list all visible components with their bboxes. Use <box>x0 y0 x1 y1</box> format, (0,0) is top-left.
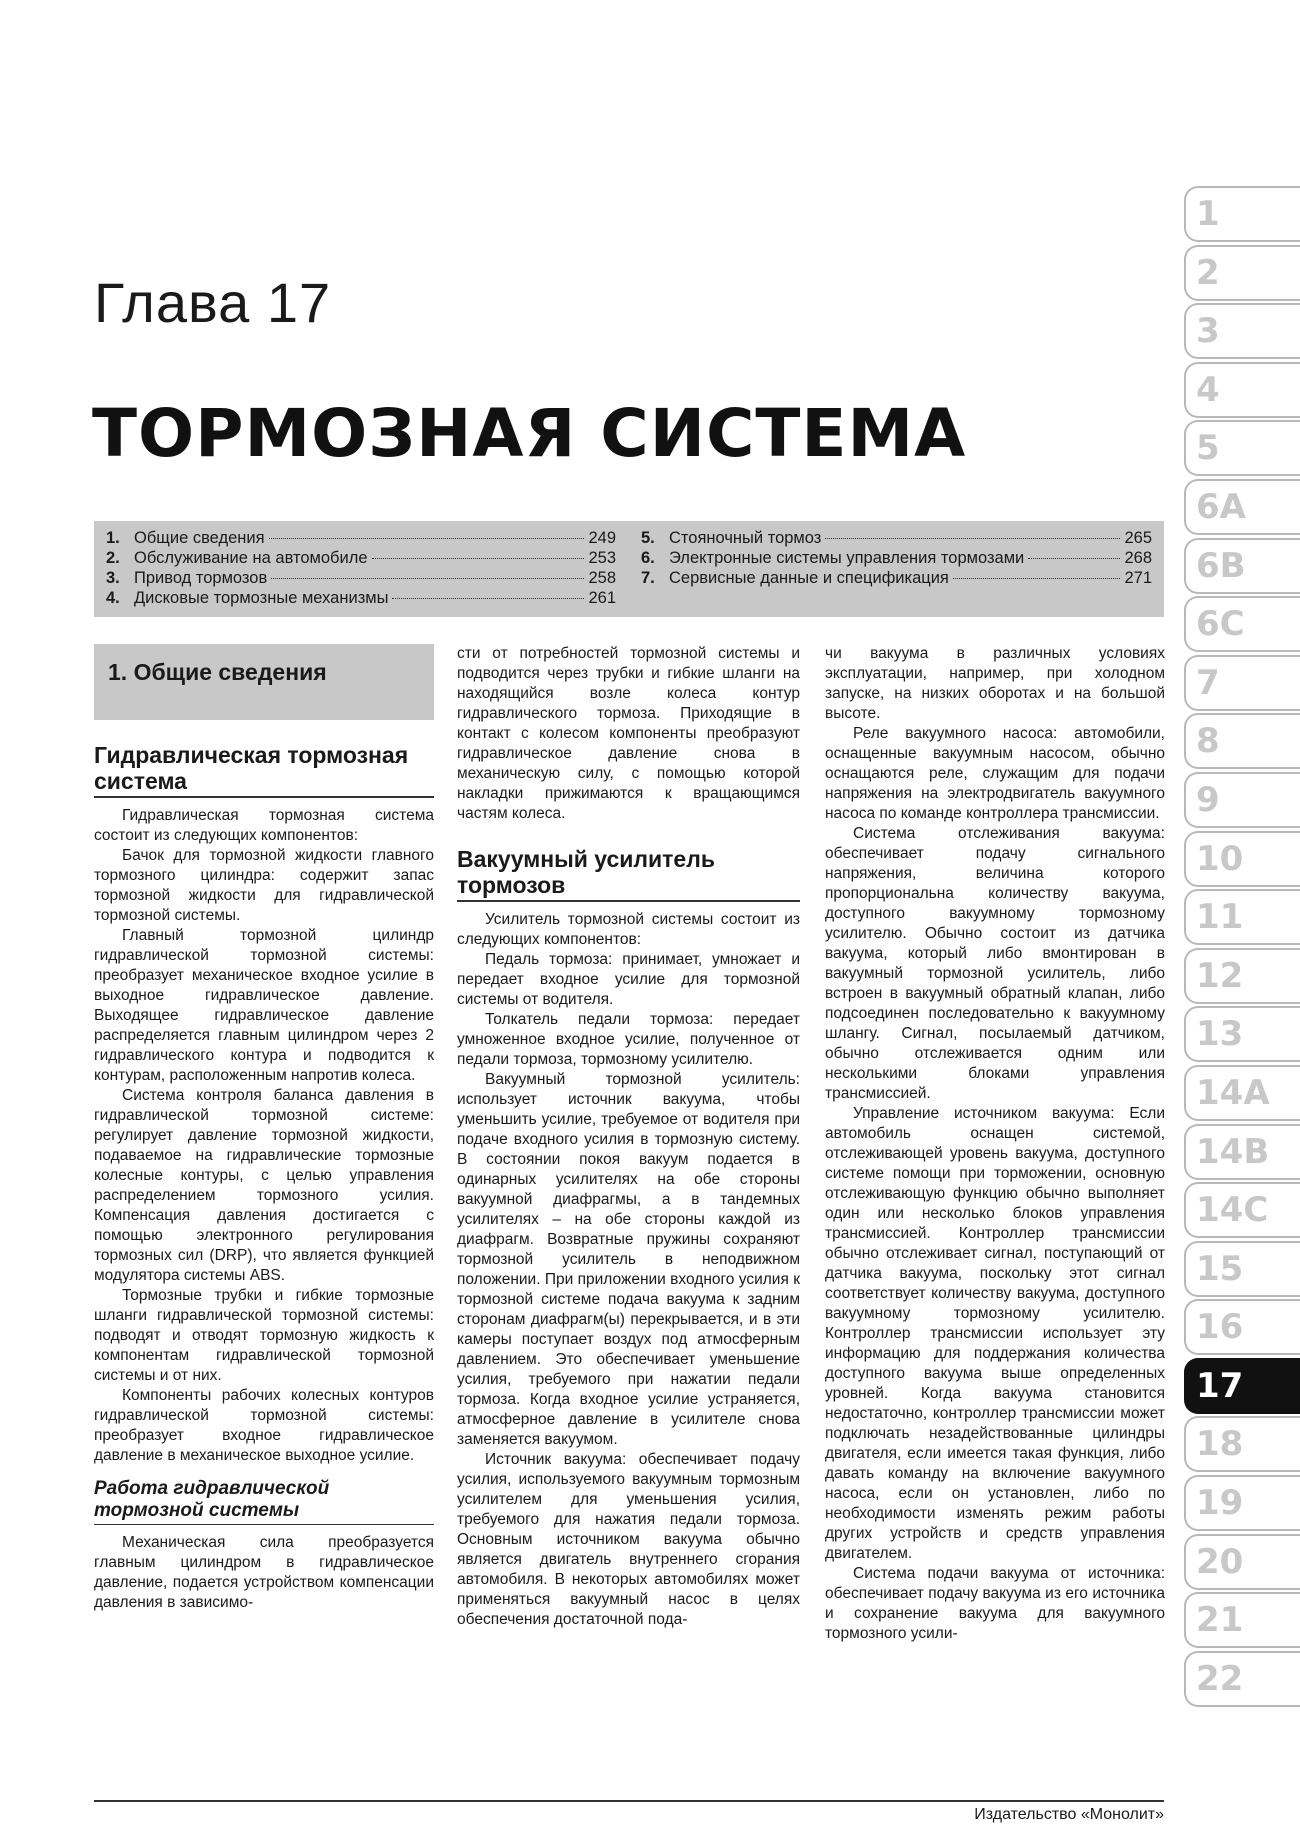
chapter-tab-11[interactable]: 11 <box>1184 889 1300 945</box>
chapter-tab-14c[interactable]: 14C <box>1184 1182 1300 1238</box>
chapter-tab-18[interactable]: 18 <box>1184 1416 1300 1472</box>
paragraph: Педаль тормоза: принимает, умножает и передает входное усилие для тормозной системы от водителя. <box>457 951 800 1008</box>
paragraph: Управление источником вакуума: Если автомобиль оснащен системой, отслеживающей уровень вакуума, доступного системе помощи при торможении, основную отслеживающую функцию обычно выполняет один или несколько блоков управления трансмиссией. Контроллер трансмиссии обычно отслеживает сигнал, поступающий от датчика вакуума, поскольку этот сигнал соответствует количеству вакуума, доступного вакуумному тормозному усилителю. Контроллер трансмиссии использует эту информацию для поддержания количества доступного вакуума выше определенных уровней. Когда вакуума становится недостаточно, контроллер трансмиссии может подключать незадействованные цилиндры двигателя, если имеется такая функция, либо давать команду на включение вакуумного насоса, если он установлен, либо по необходимости изменять режим работы других устройств и средств управления двигателем. <box>825 1105 1165 1562</box>
paragraph: Тормозные трубки и гибкие тормозные шланги гидравлической тормозной системы: подводят и отводят тормозную жидкость к компонентам гидравлической тормозной системы и от них. <box>94 1287 434 1384</box>
paragraph: Усилитель тормозной системы состоит из следующих компонентов: <box>457 911 800 948</box>
chapter-tab-2[interactable]: 2 <box>1184 245 1300 301</box>
paragraph: Система подачи вакуума от источника: обеспечивает подачу вакуума из его источника и сохранение вакуума для вакуумного тормозного усили- <box>825 1565 1165 1642</box>
chapter-tab-6b[interactable]: 6B <box>1184 538 1300 594</box>
paragraph: Вакуумный тормозной усилитель: использует источник вакуума, чтобы уменьшить усилие, требуемое от водителя при подаче входного усилия в тормозную систему. В состоянии покоя вакуум подается в одинарных усилителях на обе стороны вакуумной диафрагмы, а в тандемных усилителях – на обе стороны каждой из диафрагм. Возвратные пружины сохраняют тормозной усилитель в неподвижном положении. При приложении входного усилия к тормозной системе подача вакуума к задним сторонам диафрагм(ы) перекрывается, и в эти камеры поступает воздух под атмосферным давлением. Это обеспечивает уменьшение усилия, требуемого при нажатии педали тормоза. Когда входное усилие устраняется, атмосферное давление в усилителе снова заменяется вакуумом. <box>457 1071 800 1448</box>
paragraph: сти от потребностей тормозной системы и подводится через трубки и гибкие шланги на находящийся возле колеса контур гидравлического тормоза. Приходящие в контакт с колесом компоненты преобразуют гидравлическое давление снова в механическую силу, с помощью которой накладки прижимаются к вращающимся частям колеса. <box>457 645 800 822</box>
subheading-operation: Работа гидравлической тормозной системы <box>94 1478 434 1525</box>
chapter-tab-4[interactable]: 4 <box>1184 362 1300 418</box>
chapter-tab-9[interactable]: 9 <box>1184 772 1300 828</box>
chapter-tab-12[interactable]: 12 <box>1184 948 1300 1004</box>
subheading-hydraulic: Гидравлическая тормозная система <box>94 742 434 798</box>
text-column-2 <box>457 644 800 1630</box>
chapter-tab-14b[interactable]: 14B <box>1184 1124 1300 1180</box>
toc-item[interactable]: 1. Общие сведения 249 <box>106 529 616 547</box>
paragraph: чи вакуума в различных условиях эксплуатации, например, при холодном запуске, на низких оборотах и на большой высоте. <box>825 645 1165 722</box>
text-column-3 <box>825 644 1165 1644</box>
subheading-vacuum: Вакуумный усилитель тормозов <box>457 846 800 902</box>
chapter-tab-5[interactable]: 5 <box>1184 420 1300 476</box>
toc-left-column <box>106 529 616 609</box>
section-heading: 1. Общие сведения <box>94 644 434 720</box>
paragraph: Механическая сила преобразуется главным цилиндром в гидравлическое давление, подается устройством компенсации давления в зависимо- <box>94 1534 434 1611</box>
toc-item[interactable]: 4. Дисковые тормозные механизмы 261 <box>106 589 616 607</box>
chapter-tab-17[interactable]: 17 <box>1184 1358 1300 1414</box>
publisher-footer: Издательство «Монолит» <box>974 1806 1164 1823</box>
chapter-tab-1[interactable]: 1 <box>1184 186 1300 242</box>
chapter-tab-6c[interactable]: 6C <box>1184 596 1300 652</box>
text-column-1 <box>94 644 434 1613</box>
chapter-tab-16[interactable]: 16 <box>1184 1299 1300 1355</box>
toc-item[interactable]: 6. Электронные системы управления тормозами 268 <box>641 549 1152 567</box>
chapter-tab-6a[interactable]: 6A <box>1184 479 1300 535</box>
paragraph: Толкатель педали тормоза: передает умноженное входное усилие, полученное от педали тормоза, тормозному усилителю. <box>457 1011 800 1068</box>
chapter-tab-3[interactable]: 3 <box>1184 303 1300 359</box>
paragraph: Гидравлическая тормозная система состоит из следующих компонентов: <box>94 807 434 844</box>
chapter-tab-21[interactable]: 21 <box>1184 1592 1300 1648</box>
toc-item[interactable]: 2. Обслуживание на автомобиле 253 <box>106 549 616 567</box>
chapter-tab-14a[interactable]: 14A <box>1184 1065 1300 1121</box>
chapter-tab-13[interactable]: 13 <box>1184 1006 1300 1062</box>
paragraph: Источник вакуума: обеспечивает подачу усилия, используемого вакуумным тормозным усилителем для уменьшения усилия, требуемого для нажатия педали тормоза. Основным источником вакуума обычно является двигатель внутреннего сгорания автомобиля. В некоторых автомобилях может применяться вакуумный насос в целях обеспечения достаточной пода- <box>457 1451 800 1628</box>
paragraph: Главный тормозной цилиндр гидравлической тормозной системы: преобразует механическое входное усилие в выходное гидравлическое давление. Выходящее гидравлическое давление распределяется главным цилиндром через 2 гидравлического контура и подводится к контурам, расположенным напротив колеса. <box>94 927 434 1084</box>
chapter-tab-7[interactable]: 7 <box>1184 655 1300 711</box>
toc-item[interactable]: 5. Стояночный тормоз 265 <box>641 529 1152 547</box>
paragraph: Компоненты рабочих колесных контуров гидравлической тормозной системы: преобразует входное гидравлическое давление в механическое выходное усилие. <box>94 1387 434 1464</box>
chapter-tab-20[interactable]: 20 <box>1184 1534 1300 1590</box>
chapter-tab-15[interactable]: 15 <box>1184 1241 1300 1297</box>
page-title: ТОРМОЗНАЯ СИСТЕМА <box>92 395 967 472</box>
chapter-tab-22[interactable]: 22 <box>1184 1651 1300 1707</box>
paragraph: Реле вакуумного насоса: автомобили, оснащенные вакуумным насосом, обычно оснащаются реле, служащим для подачи напряжения на электродвигатель вакуумного насоса по команде контроллера трансмиссии. <box>825 725 1165 822</box>
paragraph: Бачок для тормозной жидкости главного тормозного цилиндра: содержит запас тормозной жидкости для гидравлической тормозной системы. <box>94 847 434 924</box>
chapter-tabs <box>1184 186 1300 1709</box>
chapter-label: Глава 17 <box>94 271 332 334</box>
toc-item[interactable]: 7. Сервисные данные и спецификация 271 <box>641 569 1152 587</box>
chapter-tab-19[interactable]: 19 <box>1184 1475 1300 1531</box>
toc-item[interactable]: 3. Привод тормозов 258 <box>106 569 616 587</box>
paragraph: Система контроля баланса давления в гидравлической тормозной системе: регулирует давление тормозной жидкости, подаваемое на гидравлические тормозные колесные контуры, с целью управления распределением тормозного усилия. Компенсация давления достигается с помощью электронного регулирования тормозных сил (DRP), что является функцией модулятора системы ABS. <box>94 1087 434 1284</box>
table-of-contents <box>94 521 1164 617</box>
footer-divider <box>94 1800 1164 1802</box>
paragraph: Система отслеживания вакуума: обеспечивает подачу сигнального напряжения, величина которого пропорциональна количеству вакуума, доступного вакуумному тормозному усилителю. Обычно состоит из датчика вакуума, который либо вмонтирован в вакуумный тормозной усилитель, либо встроен в вакуумный обратный клапан, либо подсоединен последовательно к вакуумному шлангу. Сигнал, посылаемый датчиком, обычно отслеживается одним или несколькими блоками управления трансмиссией. <box>825 825 1165 1102</box>
chapter-tab-8[interactable]: 8 <box>1184 713 1300 769</box>
chapter-tab-10[interactable]: 10 <box>1184 831 1300 887</box>
toc-right-column <box>641 529 1152 589</box>
